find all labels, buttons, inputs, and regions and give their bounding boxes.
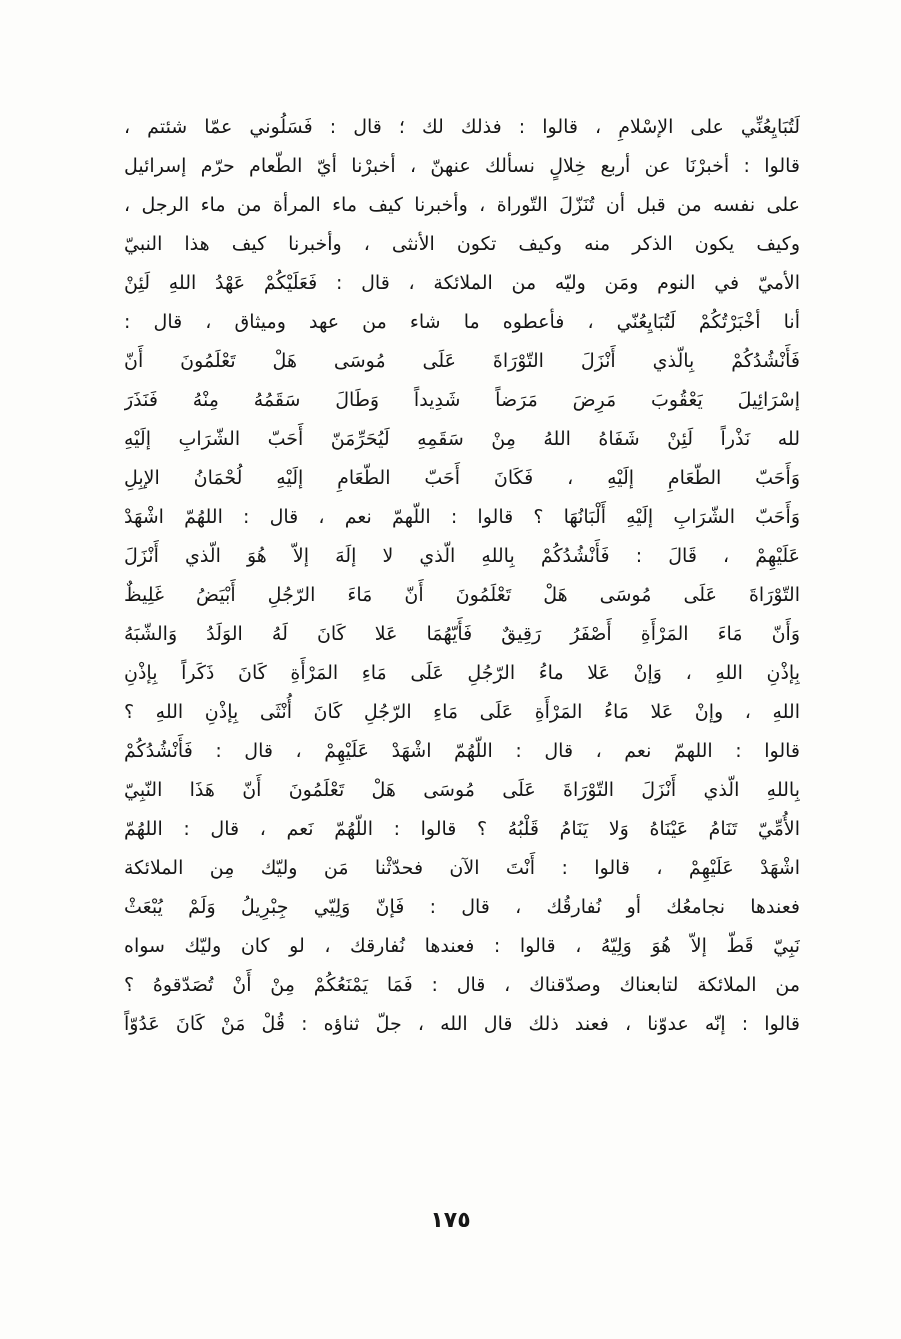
text-line: بِاللهِ الّذي أَنْزَلَ التّوْرَاةَ عَلَى مُوسَى هَلْ تَعْلَمُونَ أَنّ هَذَا النّبِيّ xyxy=(124,779,800,801)
text-line: التّوْرَاةَ عَلَى مُوسَى هَلْ تَعْلَمُونَ أَنّ مَاءَ الرّجُلِ أَبْيَضُ غَلِيظٌ xyxy=(124,584,800,606)
text-line: لَتُبَايِعُنِّي على الإسْلامِ ، قالوا : فذلك لك ؛ قال : فَسَلُوني عمّا شئتم ، xyxy=(124,116,800,138)
text-line: أنا أخْبَرْتُكُمْ لَتُبَايِعُنّي ، فأعطوه ما شاء من عهد وميثاق ، قال : xyxy=(124,311,800,333)
text-line: عَلَيْهِمْ ، قَالَ : فَأَنْشُدُكُمْ بِاللهِ الّذي لا إلَهَ إلاّ هُوَ الّذي أَنْزَلَ xyxy=(124,545,800,567)
body-text xyxy=(124,108,800,1044)
text-line: قالوا : إنّه عدوّنا ، فعند ذلك قال الله ، جلّ ثناؤه : قُلْ مَنْ كَانَ عَدُوّاً xyxy=(124,1013,800,1035)
text-line: نَبِيّ قَطّ إلاّ هُوَ وَلِيّهُ ، قالوا : فعندها نُفارقك ، لو كان وليّك سواه xyxy=(124,935,800,957)
text-line: قالوا : اللهمّ نعم ، قال : اللّهُمّ اشْهَدْ عَلَيْهِمْ ، قال : فَأَنْشُدُكُمْ xyxy=(124,740,800,762)
text-line: من الملائكة لتابعناك وصدّقناك ، قال : فَمَا يَمْنَعُكُمْ مِنْ أَنْ تُصَدّقوهُ ؟ xyxy=(124,974,800,996)
text-line: الأُمِّيّ تَنَامُ عَيْنَاهُ وَلا يَنَامُ قَلْبُهُ ؟ قالوا : اللّهُمّ نَعم ، قال : اللهُمّ xyxy=(124,818,800,840)
text-line: بِإذْنِ اللهِ ، وَإنْ عَلا ماءُ الرّجُلِ عَلَى مَاءِ المَرْأَةِ كَانَ ذَكَراً بِإذْنِ xyxy=(124,662,800,684)
text-line: وَأَنّ مَاءَ المَرْأَةِ أَصْفَرُ رَقِيقٌ فَأَيّهُمَا عَلا كَانَ لَهُ الوَلَدُ وَالشّبَهُ xyxy=(124,623,800,645)
text-line: وَأَحَبّ الطّعَامِ إلَيْهِ ، فَكَانَ أَحَبّ الطّعَامِ إلَيْهِ لُحْمَانُ الإبِلِ xyxy=(124,467,800,489)
text-line: وكيف يكون الذكر منه وكيف تكون الأنثى ، وأخبرنا كيف هذا النبيّ xyxy=(124,233,800,255)
text-line: الأميّ في النوم ومَن وليّه من الملائكة ، قال : فَعَلَيْكُمْ عَهْدُ اللهِ لَئِنْ xyxy=(124,272,800,294)
text-line: اللهِ ، وإنْ عَلا مَاءُ المَرْأَةِ عَلَى مَاءِ الرّجُلِ كَانَ أُنْثَى بِإذْنِ اللهِ ؟ xyxy=(124,701,800,723)
text-line: لله نَذْراً لَئِنْ شَفَاهُ اللهُ مِنْ سَقَمِهِ لَيُحَرِّمَنّ أَحَبّ الشّرَابِ إلَيْهِ xyxy=(124,428,800,450)
text-line: على نفسه من قبل أن تُنَزّلَ التّوراة ، وأخبرنا كيف ماء المرأة من ماء الرجل ، xyxy=(124,194,800,216)
text-line: اشْهَدْ عَلَيْهِمْ ، قالوا : أَنْتَ الآن فحدّثْنا مَن وليّك مِن الملائكة xyxy=(124,857,800,879)
text-line: قالوا : أخبرْنَا عن أربع خِلالٍ نسألك عنهنّ ، أخبرْنا أيّ الطّعام حرّم إسرائيل xyxy=(124,155,800,177)
text-line: فعندها نجامعُك أو نُفارقُك ، قال : فَإنّ وَلِيّي جِبْرِيلُ وَلَمْ يُبْعَثْ xyxy=(124,896,800,918)
text-line: فَأَنْشُدُكُمْ بِالّذي أَنْزَلَ التّوْرَاةَ عَلَى مُوسَى هَلْ تَعْلَمُونَ أَنّ xyxy=(124,350,800,372)
text-line: إسْرَائِيلَ يَعْقُوبَ مَرِضَ مَرَضاً شَدِيداً وَطَالَ سَقَمُهُ مِنْهُ فَنَذَرَ xyxy=(124,389,800,411)
page-number: ١٧٥ xyxy=(430,1208,471,1233)
text-line: وَأَحَبّ الشّرَابِ إلَيْهِ أَلْبَانُهَا ؟ قالوا : اللّهمّ نعم ، قال : اللهُمّ اشْهَدْ xyxy=(124,506,800,528)
